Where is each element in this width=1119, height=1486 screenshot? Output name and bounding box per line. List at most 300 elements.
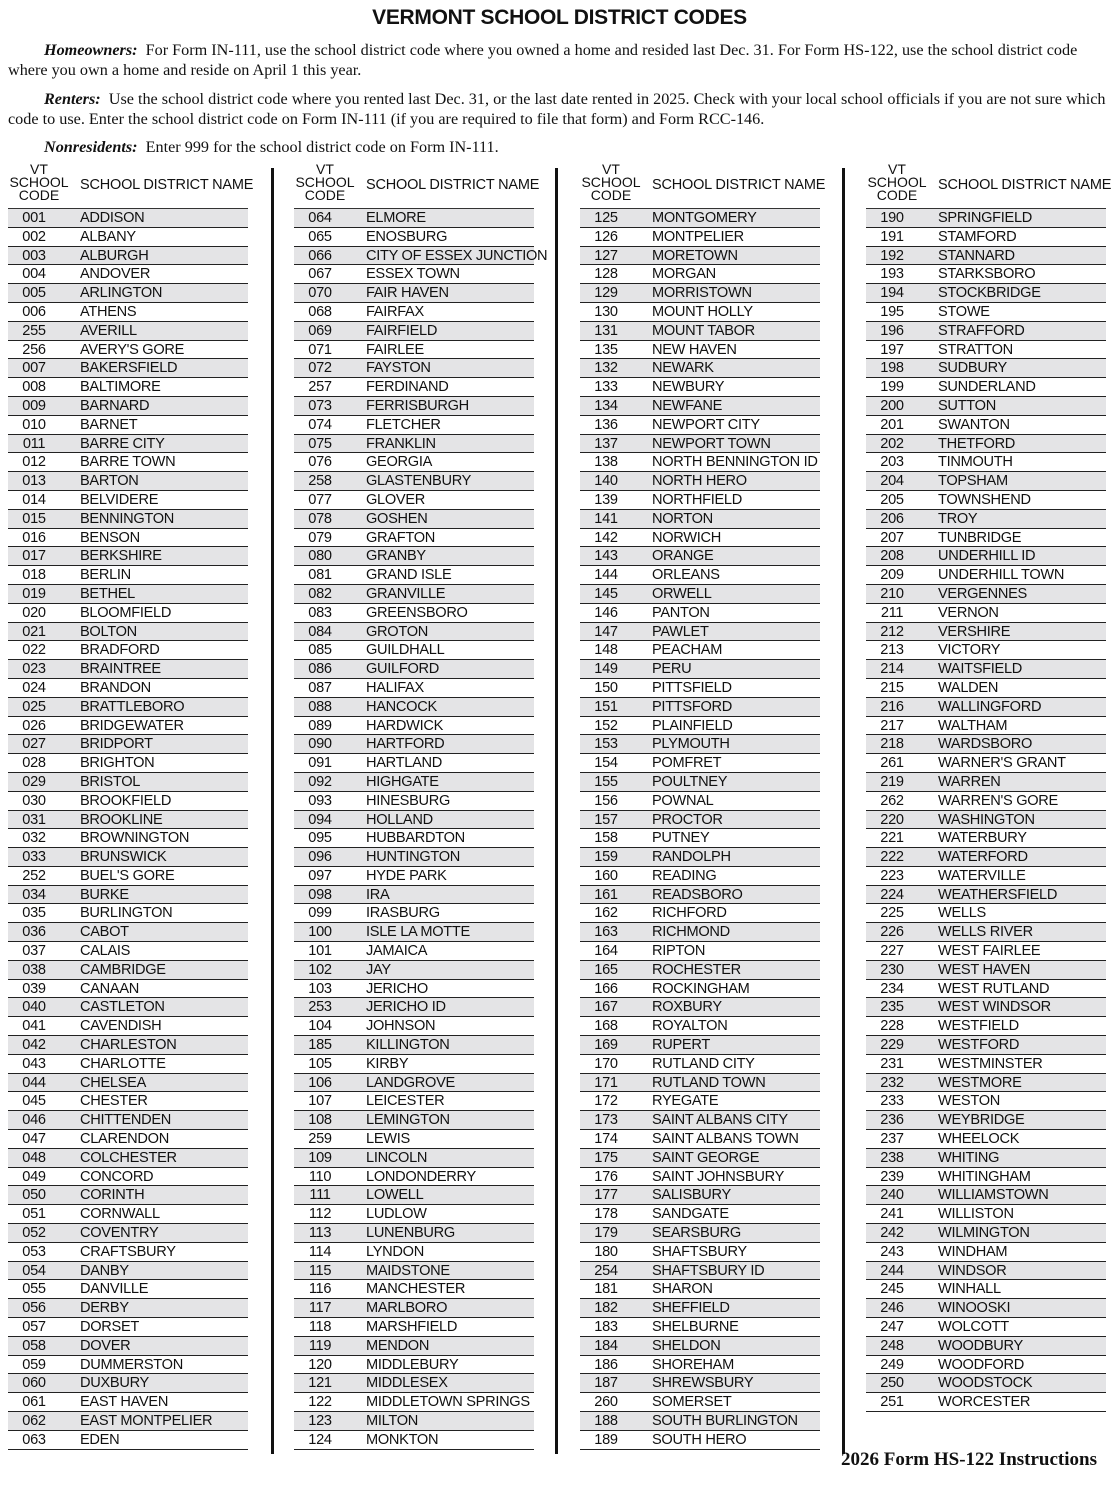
table-row bbox=[294, 472, 534, 491]
table-row bbox=[294, 397, 534, 416]
table-row bbox=[866, 735, 1106, 754]
district-name: RIPTON bbox=[652, 943, 706, 960]
table-column-4 bbox=[866, 161, 1112, 1412]
table-row bbox=[580, 717, 820, 736]
table-row bbox=[580, 604, 820, 623]
district-code: 239 bbox=[880, 1168, 904, 1185]
table-row bbox=[866, 1092, 1106, 1111]
district-name: WELLS RIVER bbox=[938, 924, 1033, 941]
table-row bbox=[8, 1036, 248, 1055]
table-row bbox=[866, 867, 1106, 886]
table-row bbox=[866, 1224, 1106, 1243]
district-code: 143 bbox=[594, 548, 618, 565]
district-name: PAWLET bbox=[652, 623, 709, 640]
code-header-line: SCHOOL bbox=[295, 174, 355, 190]
table-row bbox=[8, 792, 248, 811]
table-row bbox=[8, 1299, 248, 1318]
table-row bbox=[580, 378, 820, 397]
district-name: WOODSTOCK bbox=[938, 1375, 1033, 1392]
district-name: IRASBURG bbox=[366, 905, 440, 922]
district-name: ROCKINGHAM bbox=[652, 980, 750, 997]
district-name: NEWPORT TOWN bbox=[652, 435, 771, 452]
district-code: 227 bbox=[880, 943, 904, 960]
nonresidents-lead: Nonresidents: bbox=[44, 138, 138, 156]
district-name: WEST HAVEN bbox=[938, 961, 1031, 978]
district-name: DUMMERSTON bbox=[80, 1356, 183, 1373]
district-code: 009 bbox=[22, 397, 46, 414]
district-code: 250 bbox=[880, 1375, 904, 1392]
table-row bbox=[580, 529, 820, 548]
district-name: ELMORE bbox=[366, 210, 426, 226]
table-row bbox=[866, 754, 1106, 773]
table-row bbox=[580, 754, 820, 773]
district-code: 259 bbox=[308, 1131, 332, 1148]
district-code: 262 bbox=[880, 792, 904, 809]
district-name: SHAFTSBURY bbox=[652, 1243, 747, 1260]
table-row bbox=[294, 848, 534, 867]
district-name: SUDBURY bbox=[938, 360, 1007, 377]
table-row bbox=[866, 1074, 1106, 1093]
table-row bbox=[580, 566, 820, 585]
district-code: 004 bbox=[22, 266, 46, 283]
district-code: 247 bbox=[880, 1319, 904, 1336]
district-code: 236 bbox=[880, 1112, 904, 1129]
district-code: 146 bbox=[594, 604, 618, 621]
district-code: 102 bbox=[308, 961, 332, 978]
district-code: 023 bbox=[22, 661, 46, 678]
table-row bbox=[294, 1280, 534, 1299]
table-column-1 bbox=[8, 161, 254, 1450]
district-name: MIDDLETOWN SPRINGS bbox=[366, 1394, 530, 1411]
district-name: CAMBRIDGE bbox=[80, 961, 166, 978]
district-code: 157 bbox=[594, 811, 618, 828]
district-code: 055 bbox=[22, 1281, 46, 1298]
district-name: WOODBURY bbox=[938, 1337, 1023, 1354]
district-code: 124 bbox=[308, 1431, 332, 1448]
table-row bbox=[294, 1337, 534, 1356]
district-name: FERRISBURGH bbox=[366, 397, 469, 414]
table-row bbox=[294, 1243, 534, 1262]
district-code: 133 bbox=[594, 379, 618, 396]
district-name: POWNAL bbox=[652, 792, 714, 809]
column-header bbox=[8, 161, 254, 209]
table-column-2 bbox=[294, 161, 548, 1450]
table-row bbox=[294, 303, 534, 322]
table-row bbox=[866, 811, 1106, 830]
district-code: 231 bbox=[880, 1055, 904, 1072]
district-code: 078 bbox=[308, 510, 332, 527]
district-name: BELVIDERE bbox=[80, 491, 159, 508]
district-name: SUNDERLAND bbox=[938, 379, 1036, 396]
table-row bbox=[580, 811, 820, 830]
district-code: 114 bbox=[308, 1243, 332, 1260]
district-name: MARLBORO bbox=[366, 1300, 448, 1317]
district-name: MOUNT TABOR bbox=[652, 322, 755, 339]
district-name: BARRE CITY bbox=[80, 435, 165, 452]
district-name: ORLEANS bbox=[652, 567, 720, 584]
district-name: ROCHESTER bbox=[652, 961, 741, 978]
table-row bbox=[580, 1412, 820, 1431]
district-name: WELLS bbox=[938, 905, 986, 922]
district-code: 052 bbox=[22, 1225, 46, 1242]
district-name: HUNTINGTON bbox=[366, 849, 461, 866]
district-name: BROWNINGTON bbox=[80, 830, 190, 847]
district-name: TROY bbox=[938, 510, 978, 527]
district-name: BALTIMORE bbox=[80, 379, 161, 396]
table-row bbox=[8, 1431, 248, 1450]
district-code: 051 bbox=[22, 1206, 46, 1223]
district-name: CANAAN bbox=[80, 980, 140, 997]
district-name: HUBBARDTON bbox=[366, 830, 465, 847]
district-name: BUEL'S GORE bbox=[80, 867, 175, 884]
district-name: BAKERSFIELD bbox=[80, 360, 178, 377]
table-row bbox=[866, 397, 1106, 416]
table-row bbox=[866, 604, 1106, 623]
district-code: 129 bbox=[594, 285, 618, 302]
district-code: 161 bbox=[594, 886, 618, 903]
table-row bbox=[580, 942, 820, 961]
table-row bbox=[294, 867, 534, 886]
table-row bbox=[8, 1280, 248, 1299]
table-row bbox=[294, 980, 534, 999]
district-code: 131 bbox=[594, 322, 618, 339]
district-code: 100 bbox=[308, 924, 332, 941]
district-name: SEARSBURG bbox=[652, 1225, 741, 1242]
district-code: 150 bbox=[594, 679, 618, 696]
district-name: GUILDHALL bbox=[366, 642, 445, 659]
district-code: 056 bbox=[22, 1300, 46, 1317]
table-row bbox=[8, 698, 248, 717]
district-name: RUPERT bbox=[652, 1037, 710, 1054]
column-divider bbox=[271, 168, 274, 1454]
district-name: READSBORO bbox=[652, 886, 743, 903]
table-row bbox=[8, 209, 248, 228]
table-row bbox=[580, 322, 820, 341]
district-code: 178 bbox=[594, 1206, 618, 1223]
district-code: 043 bbox=[22, 1055, 46, 1072]
table-row bbox=[294, 961, 534, 980]
district-code: 047 bbox=[22, 1131, 46, 1148]
district-code: 213 bbox=[880, 642, 904, 659]
table-row bbox=[294, 1149, 534, 1168]
table-row bbox=[8, 1055, 248, 1074]
district-code: 209 bbox=[880, 567, 904, 584]
district-name: COVENTRY bbox=[80, 1225, 159, 1242]
district-code: 171 bbox=[594, 1074, 618, 1091]
district-name: ROXBURY bbox=[652, 999, 722, 1016]
district-name: LOWELL bbox=[366, 1187, 424, 1204]
district-code: 036 bbox=[22, 924, 46, 941]
district-name: LEMINGTON bbox=[366, 1112, 450, 1129]
district-code: 159 bbox=[594, 849, 618, 866]
table-row bbox=[580, 1356, 820, 1375]
district-code: 203 bbox=[880, 454, 904, 471]
district-code: 244 bbox=[880, 1262, 904, 1279]
district-name: WOLCOTT bbox=[938, 1319, 1009, 1336]
district-code: 165 bbox=[594, 961, 618, 978]
district-code: 179 bbox=[594, 1225, 618, 1242]
district-name: HANCOCK bbox=[366, 698, 437, 715]
district-code: 208 bbox=[880, 548, 904, 565]
district-code: 151 bbox=[594, 698, 618, 715]
table-row bbox=[8, 491, 248, 510]
table-row bbox=[580, 453, 820, 472]
district-code: 206 bbox=[880, 510, 904, 527]
district-name: STAMFORD bbox=[938, 228, 1017, 245]
table-row bbox=[294, 923, 534, 942]
district-code: 172 bbox=[594, 1093, 618, 1110]
table-row bbox=[8, 265, 248, 284]
district-name: IRA bbox=[366, 886, 390, 903]
district-name: SAINT GEORGE bbox=[652, 1149, 760, 1166]
district-name: SHARON bbox=[652, 1281, 713, 1298]
district-code: 006 bbox=[22, 303, 46, 320]
district-code: 221 bbox=[880, 830, 904, 847]
code-header-line: VT bbox=[30, 161, 48, 177]
district-code: 125 bbox=[594, 210, 618, 226]
table-row bbox=[8, 472, 248, 491]
district-code: 127 bbox=[594, 247, 618, 264]
district-code: 005 bbox=[22, 285, 46, 302]
table-row bbox=[580, 228, 820, 247]
district-name: RYEGATE bbox=[652, 1093, 719, 1110]
district-code: 059 bbox=[22, 1356, 46, 1373]
code-header-line: VT bbox=[602, 161, 620, 177]
district-code: 074 bbox=[308, 416, 332, 433]
table-row bbox=[580, 1017, 820, 1036]
table-row bbox=[8, 529, 248, 548]
district-code: 113 bbox=[308, 1225, 332, 1242]
district-code: 229 bbox=[880, 1037, 904, 1054]
district-name: ORANGE bbox=[652, 548, 714, 565]
district-code: 070 bbox=[308, 285, 332, 302]
table-row bbox=[866, 1337, 1106, 1356]
district-name: ALBANY bbox=[80, 228, 136, 245]
district-name: SOMERSET bbox=[652, 1394, 732, 1411]
district-code: 252 bbox=[22, 867, 46, 884]
district-code: 110 bbox=[308, 1168, 332, 1185]
district-name: WORCESTER bbox=[938, 1394, 1031, 1411]
district-code: 210 bbox=[880, 585, 904, 602]
district-code: 096 bbox=[308, 849, 332, 866]
district-name: ROYALTON bbox=[652, 1018, 728, 1035]
district-code: 254 bbox=[594, 1262, 618, 1279]
district-name: KIRBY bbox=[366, 1055, 409, 1072]
table-row bbox=[866, 1393, 1106, 1412]
table-row bbox=[8, 829, 248, 848]
district-code: 261 bbox=[880, 755, 904, 772]
code-header-line: CODE bbox=[18, 187, 60, 203]
table-row bbox=[8, 754, 248, 773]
district-code: 093 bbox=[308, 792, 332, 809]
district-name: NORTH BENNINGTON ID bbox=[652, 454, 818, 471]
district-code: 193 bbox=[880, 266, 904, 283]
district-code: 191 bbox=[880, 228, 904, 245]
district-name: BRIDGEWATER bbox=[80, 717, 184, 734]
table-row bbox=[8, 717, 248, 736]
table-row bbox=[580, 660, 820, 679]
table-row bbox=[294, 754, 534, 773]
district-code: 026 bbox=[22, 717, 46, 734]
district-name: GEORGIA bbox=[366, 454, 433, 471]
district-name: BERLIN bbox=[80, 567, 131, 584]
district-code: 132 bbox=[594, 360, 618, 377]
district-code: 218 bbox=[880, 736, 904, 753]
column-header bbox=[580, 161, 826, 209]
district-name: SHELBURNE bbox=[652, 1319, 739, 1336]
district-code: 211 bbox=[880, 604, 904, 621]
district-name: SWANTON bbox=[938, 416, 1010, 433]
district-code: 092 bbox=[308, 773, 332, 790]
district-name: NEW HAVEN bbox=[652, 341, 737, 358]
district-name: MONTGOMERY bbox=[652, 210, 757, 226]
district-code: 152 bbox=[594, 717, 618, 734]
district-name: GREENSBORO bbox=[366, 604, 468, 621]
nonresidents-paragraph bbox=[8, 137, 1110, 157]
district-code: 238 bbox=[880, 1149, 904, 1166]
table-row bbox=[866, 303, 1106, 322]
district-code: 251 bbox=[880, 1394, 904, 1411]
table-row bbox=[866, 698, 1106, 717]
table-row bbox=[294, 604, 534, 623]
district-name: CORNWALL bbox=[80, 1206, 160, 1223]
district-name: WINHALL bbox=[938, 1281, 1001, 1298]
district-name: WEYBRIDGE bbox=[938, 1112, 1025, 1129]
district-code: 062 bbox=[22, 1413, 46, 1429]
table-row bbox=[866, 1168, 1106, 1187]
table-row bbox=[294, 623, 534, 642]
table-row bbox=[580, 547, 820, 566]
table-row bbox=[294, 416, 534, 435]
name-header: SCHOOL DISTRICT NAME bbox=[938, 177, 1112, 193]
district-code: 042 bbox=[22, 1037, 46, 1054]
table-row bbox=[294, 717, 534, 736]
table-row bbox=[866, 1017, 1106, 1036]
district-name: MONKTON bbox=[366, 1431, 439, 1448]
table-row bbox=[866, 773, 1106, 792]
district-code: 240 bbox=[880, 1187, 904, 1204]
district-name: PEACHAM bbox=[652, 642, 723, 659]
district-name: WINDHAM bbox=[938, 1243, 1008, 1260]
code-header bbox=[294, 163, 356, 202]
column-divider bbox=[555, 168, 558, 1454]
table-row bbox=[8, 848, 248, 867]
table-row bbox=[294, 322, 534, 341]
renters-lead: Renters: bbox=[44, 90, 101, 108]
district-code: 185 bbox=[308, 1037, 332, 1054]
table-row bbox=[294, 904, 534, 923]
district-code: 031 bbox=[22, 811, 46, 828]
district-code: 245 bbox=[880, 1281, 904, 1298]
table-row bbox=[866, 623, 1106, 642]
district-code: 188 bbox=[594, 1413, 618, 1429]
district-code: 060 bbox=[22, 1375, 46, 1392]
table-row bbox=[8, 453, 248, 472]
table-row bbox=[294, 1036, 534, 1055]
table-row bbox=[580, 397, 820, 416]
table-row bbox=[580, 1318, 820, 1337]
district-name: WILMINGTON bbox=[938, 1225, 1030, 1242]
table-row bbox=[866, 1356, 1106, 1375]
district-name: UNDERHILL TOWN bbox=[938, 567, 1065, 584]
renters-text: Use the school district code where you rented last Dec. 31, or the last date rented in 2025. Check with your local school officials if you are not sure which code to use. Enter the school district code on Form IN-111 (if you are required to file that form) and Form RCC-146. bbox=[8, 90, 1106, 128]
district-code: 220 bbox=[880, 811, 904, 828]
table-row bbox=[8, 510, 248, 529]
district-name: RICHFORD bbox=[652, 905, 727, 922]
table-row bbox=[866, 378, 1106, 397]
district-code: 158 bbox=[594, 830, 618, 847]
district-name: CHITTENDEN bbox=[80, 1112, 172, 1129]
table-row bbox=[866, 284, 1106, 303]
district-name: BENNINGTON bbox=[80, 510, 175, 527]
table-row bbox=[866, 1149, 1106, 1168]
district-name: ATHENS bbox=[80, 303, 137, 320]
district-name: GUILFORD bbox=[366, 661, 440, 678]
district-name: NORTH HERO bbox=[652, 473, 747, 490]
table-row bbox=[580, 209, 820, 228]
table-row bbox=[866, 359, 1106, 378]
district-code: 180 bbox=[594, 1243, 618, 1260]
table-row bbox=[866, 1262, 1106, 1281]
table-row bbox=[294, 359, 534, 378]
district-code: 030 bbox=[22, 792, 46, 809]
district-code: 192 bbox=[880, 247, 904, 264]
district-code: 257 bbox=[308, 379, 332, 396]
district-name: MILTON bbox=[366, 1413, 418, 1429]
table-row bbox=[8, 660, 248, 679]
district-name: DORSET bbox=[80, 1319, 140, 1336]
district-name: SHELDON bbox=[652, 1337, 721, 1354]
table-row bbox=[866, 322, 1106, 341]
district-name: BRAINTREE bbox=[80, 661, 161, 678]
table-row bbox=[580, 1149, 820, 1168]
district-name: SANDGATE bbox=[652, 1206, 729, 1223]
district-name: VICTORY bbox=[938, 642, 1001, 659]
district-name: STARKSBORO bbox=[938, 266, 1036, 283]
district-name: BRISTOL bbox=[80, 773, 141, 790]
district-code: 072 bbox=[308, 360, 332, 377]
district-code: 166 bbox=[594, 980, 618, 997]
table-row bbox=[8, 341, 248, 360]
district-code: 058 bbox=[22, 1337, 46, 1354]
district-name: ISLE LA MOTTE bbox=[366, 924, 470, 941]
code-header-line: VT bbox=[316, 161, 334, 177]
district-name: ESSEX TOWN bbox=[366, 266, 460, 283]
district-name: FRANKLIN bbox=[366, 435, 436, 452]
district-code: 079 bbox=[308, 529, 332, 546]
district-code: 090 bbox=[308, 736, 332, 753]
district-name: SHREWSBURY bbox=[652, 1375, 754, 1392]
district-name: CLARENDON bbox=[80, 1131, 169, 1148]
district-code: 071 bbox=[308, 341, 332, 358]
district-code: 003 bbox=[22, 247, 46, 264]
district-name: CHESTER bbox=[80, 1093, 148, 1110]
table-row bbox=[866, 792, 1106, 811]
table-row bbox=[8, 1111, 248, 1130]
district-code: 141 bbox=[594, 510, 618, 527]
table-row bbox=[580, 1074, 820, 1093]
column-divider bbox=[842, 168, 845, 1454]
district-code: 148 bbox=[594, 642, 618, 659]
district-code: 082 bbox=[308, 585, 332, 602]
district-code: 253 bbox=[308, 999, 332, 1016]
table-row bbox=[8, 322, 248, 341]
district-code: 234 bbox=[880, 980, 904, 997]
table-row bbox=[866, 566, 1106, 585]
district-code: 136 bbox=[594, 416, 618, 433]
column-header bbox=[294, 161, 540, 209]
district-name: GRAND ISLE bbox=[366, 567, 452, 584]
